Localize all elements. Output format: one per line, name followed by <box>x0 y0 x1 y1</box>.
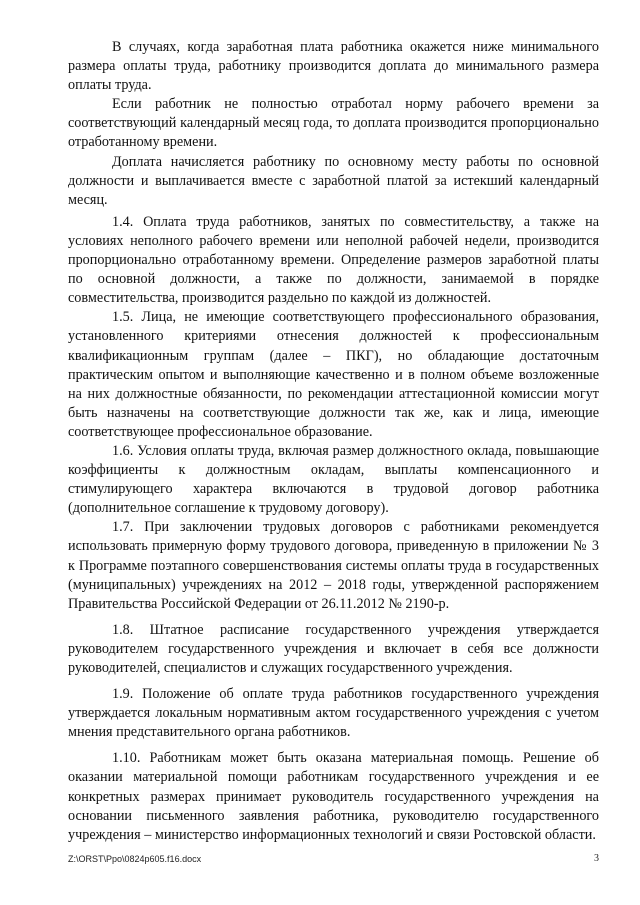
paragraph-1-4: 1.4. Оплата труда работников, занятых по совместительству, а также на условиях неполного рабочего времени или неполной рабочей недели, производится пропорционально отработанному времени. Определение размеров заработной платы по основной должности, а также по должности, занимаемой в порядке совместительства, производится раздельно по каждой из должностей. <box>68 213 599 307</box>
document-body <box>68 38 599 845</box>
paragraph-1-9: 1.9. Положение об оплате труда работников государственного учреждения утверждается локальным нормативным актом государственного учреждения с учетом мнения представительного органа работников. <box>68 686 599 741</box>
paragraph-surcharge-accrual: Доплата начисляется работнику по основному месту работы по основной должности и выплачивается вместе с заработной платой за истекший календарный месяц. <box>68 153 599 208</box>
paragraph-minimum-wage: В случаях, когда заработная плата работника окажется ниже минимального размера оплаты труда, работнику производится доплата до минимального размера оплаты труда. <box>68 39 599 94</box>
paragraph-1-6: 1.6. Условия оплаты труда, включая размер должностного оклада, повышающие коэффициенты к должностным окладам, выплаты компенсационного и стимулирующего характера включаются в трудовой договор работника (дополнительное соглашение к трудовому договору). <box>68 442 599 517</box>
paragraph-1-5: 1.5. Лица, не имеющие соответствующего профессионального образования, установленного критериями отнесения должностей к профессиональным квалификационным группам (далее – ПКГ), но обладающие достаточным практическим опытом и выполняющие качественно и в полном объеме возложенные на них должностные обязанности, по рекомендации аттестационной комиссии могут быть назначены на соответствующие должности так же, как и лица, имеющие соответствующее профессиональное образование. <box>68 309 599 440</box>
paragraph-1-8: 1.8. Штатное расписание государственного учреждения утверждается руководителем государственного учреждения и включает в себя все должности руководителей, специалистов и служащих государственного учреждения. <box>68 621 599 676</box>
paragraph-1-10: 1.10. Работникам может быть оказана материальная помощь. Решение об оказании материальной помощи работникам государственного учреждения и ее конкретных размерах принимает руководитель государственного учреждения на основании письменного заявления работника, руководителю государственного учреждения – министерство информационных технологий и связи Ростовской области. <box>68 750 599 843</box>
paragraph-1-7: 1.7. При заключении трудовых договоров с работниками рекомендуется использовать примерную форму трудового договора, приведенную в приложении № 3 к Программе поэтапного совершенствования системы оплаты труда в государственных (муниципальных) учреждениях на 2012 – 2018 годы, утвержденной распоряжением Правительства Российской Федерации от 26.11.2012 № 2190-р. <box>68 519 599 612</box>
paragraph-incomplete-hours: Если работник не полностью отработал норму рабочего времени за соответствующий календарный месяц года, то доплата производится пропорционально отработанному времени. <box>68 96 599 151</box>
page-number: 3 <box>594 853 599 864</box>
page-footer <box>68 853 599 865</box>
footer-file-path: Z:\ORST\Ppo\0824p605.f16.docx <box>68 854 202 864</box>
